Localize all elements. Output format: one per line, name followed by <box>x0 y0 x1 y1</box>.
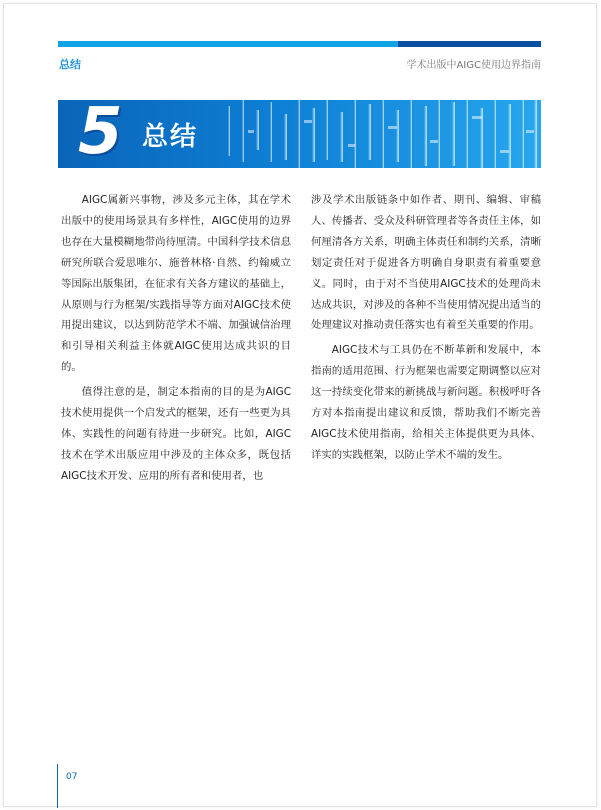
paragraph: AIGC技术与工具仍在不断革新和发展中，本指南的适用范围、行为框架也需要定期调整以应对这一持续变化带来的新挑战与新问题。积极呼吁各方对本指南提出建议和反馈，帮助我们不断完善AIGC技术使用指南，给相关主体提供更为具体、详实的实践框架，以防止学术不端的发生。 <box>311 344 541 461</box>
chapter-title: 总结 <box>142 122 199 152</box>
chapter-banner <box>58 100 541 168</box>
paragraph-continued: 涉及学术出版链条中如作者、期刊、编辑、审稿人、传播者、受众及科研管理者等各责任主体，如何厘清各方关系，明确主体责任和制约关系，清晰划定责任对于促进各方明确自身职责有着重要意义。同时，由于对不当使用AIGC技术的处理尚未达成共识，对涉及的各种不当使用情况提出适当的处理建议对推动责任落实也有着至关重要的作用。 <box>311 194 541 332</box>
digital-pattern-graphic <box>208 100 541 168</box>
footer-rule <box>57 764 58 808</box>
header-bar-dark <box>398 41 541 47</box>
header-bar-light <box>58 41 398 47</box>
chapter-number: 5 <box>78 95 123 169</box>
paragraph: 值得注意的是，制定本指南的目的是为AIGC技术使用提供一个启发式的框架，还有一些更为具体、实践性的问题有待进一步研究。比如，AIGC技术在学术出版应用中涉及的主体众多，既包括AIGC技术开发、应用的所有者和使用者，也 <box>61 386 291 482</box>
header-color-bar <box>58 41 541 47</box>
running-header-section: 总结 <box>59 58 81 71</box>
body-column-right <box>311 190 541 470</box>
body-column-left <box>61 190 291 491</box>
page-number: 07 <box>66 772 78 782</box>
running-header-title: 学术出版中AIGC使用边界指南 <box>406 60 541 71</box>
paragraph: AIGC属新兴事物，涉及多元主体，其在学术出版中的使用场景具有多样性，AIGC使用的边界也存在大量模糊地带尚待厘清。中国科学技术信息研究所联合爱思唯尔、施普林格·自然、约翰威立等国际出版集团，在征求有关各方建议的基础上，从原则与行为框架/实践指导等方面对AIGC技术使用提出建议，以达到防范学术不端、加强诚信治理和引导相关利益主体就AIGC使用达成共识的目的。 <box>61 194 291 374</box>
